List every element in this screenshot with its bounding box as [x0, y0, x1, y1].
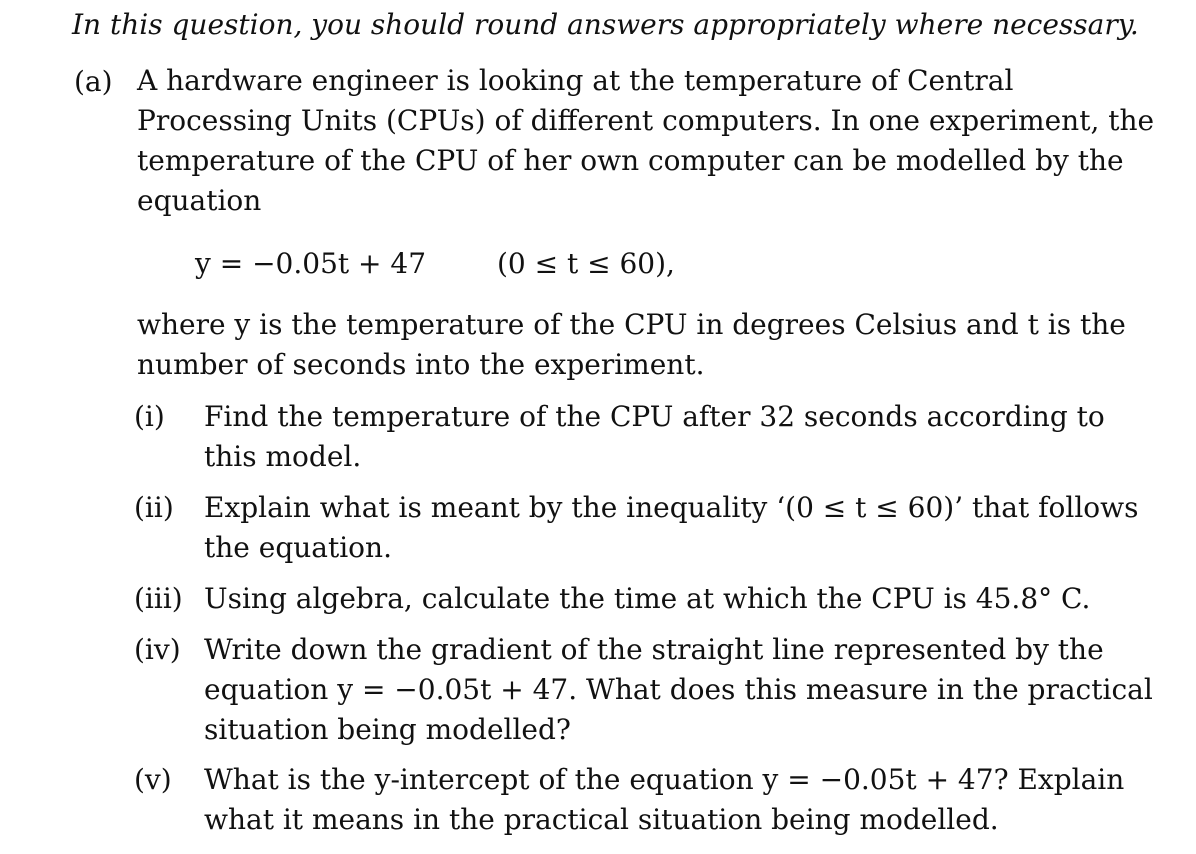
equation-domain: (0 ≤ t ≤ 60),: [496, 247, 675, 280]
subquestion-text: Find the temperature of the CPU after 32 seconds according to this model.: [204, 400, 1105, 473]
subquestion-text: What is the y-intercept of the equation y = −0.05t + 47? Explain what it means in the practical situation being modelled.: [204, 763, 1125, 836]
subquestion-text: Using algebra, calculate the time at which the CPU is 45.8° C.: [204, 582, 1091, 615]
subquestion-i: [134, 397, 1154, 477]
part-a-label: (a): [74, 65, 113, 98]
variable-definitions: where y is the temperature of the CPU in degrees Celsius and t is the number of seconds into the experiment.: [137, 308, 1126, 381]
subquestion-number: (i): [134, 400, 165, 433]
subquestion-v: [134, 760, 1154, 840]
subquestion-number: (v): [134, 763, 172, 796]
subquestion-text: Explain what is meant by the inequality ‘(0 ≤ t ≤ 60)’ that follows the equation.: [204, 491, 1139, 564]
subquestion-number: (iii): [134, 582, 183, 615]
part-a-description: A hardware engineer is looking at the temperature of Central Processing Units (CPUs) of different computers. In one experiment, the temperature of the CPU of her own computer can be modelled by the equation: [137, 64, 1155, 217]
model-equation: [195, 244, 675, 284]
equation-expression: y = −0.05t + 47: [195, 247, 427, 280]
question-instruction: In this question, you should round answers appropriately where necessary.: [72, 8, 1139, 41]
subquestion-number: (ii): [134, 491, 174, 524]
subquestion-number: (iv): [134, 633, 181, 666]
subquestion-ii: [134, 488, 1154, 568]
subquestion-text: Write down the gradient of the straight line represented by the equation y = −0.05t + 47. What does this measure in the practical situation being modelled?: [204, 633, 1153, 746]
subquestion-iv: [134, 630, 1154, 750]
subquestion-iii: [134, 579, 1154, 619]
